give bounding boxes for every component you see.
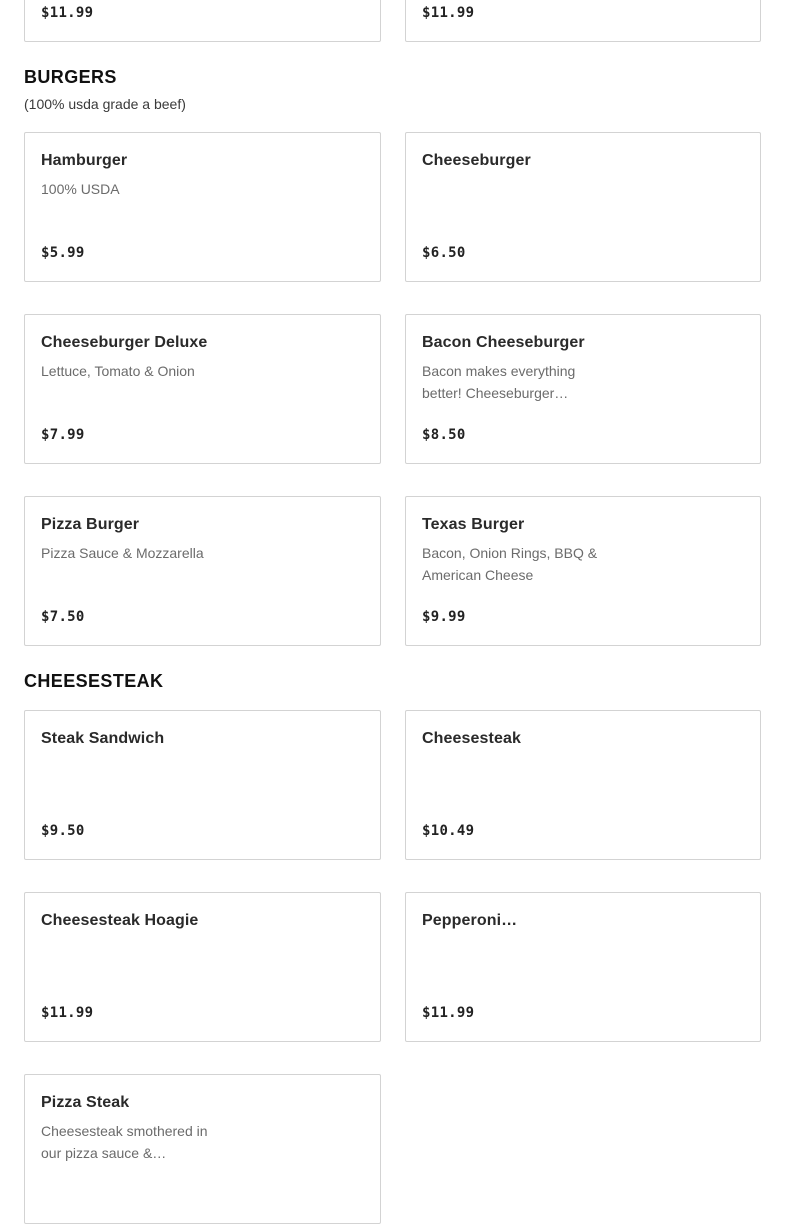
item-name: Bacon Cheeseburger [422,334,585,351]
item-name: Pepperoni… [422,912,518,929]
item-price: $9.50 [41,823,85,839]
item-name: Pizza Burger [41,516,140,533]
item-price: $5.99 [41,245,85,261]
menu-item-card[interactable] [24,1074,381,1224]
item-price: $9.99 [422,609,466,625]
item-description: Cheesesteak smothered in our pizza sauce &… [41,1123,208,1161]
item-price: $7.50 [41,609,85,625]
item-price: $10.49 [422,823,475,839]
menu-item-card[interactable] [24,496,381,646]
menu-item-card[interactable] [24,314,381,464]
item-name: Steak Sandwich [41,730,165,747]
menu-item-card[interactable] [405,710,761,860]
item-description: Bacon, Onion Rings, BBQ & American Cheese [422,545,598,583]
item-price: $6.50 [422,245,466,261]
item-description: Pizza Sauce & Mozzarella [41,545,204,561]
menu-item-card[interactable] [405,892,761,1042]
menu-item-card[interactable] [24,132,381,282]
item-price: $11.99 [422,1005,475,1021]
section-title-burgers: BURGERS [24,67,117,87]
menu-item-card[interactable] [24,892,381,1042]
item-description: 100% USDA [41,181,120,197]
section-subtitle-burgers: (100% usda grade a beef) [24,96,186,112]
menu-item-card[interactable] [24,710,381,860]
menu-item-card[interactable] [24,0,381,42]
menu-item-card[interactable] [405,314,761,464]
item-description: Lettuce, Tomato & Onion [41,363,195,379]
item-price: $8.50 [422,427,466,443]
item-price: $7.99 [41,427,85,443]
menu-item-card[interactable] [405,496,761,646]
item-name: Cheesesteak [422,730,521,747]
item-name: Hamburger [41,152,128,169]
section-title-cheesesteak: CHEESESTEAK [24,671,164,691]
item-price: $11.99 [41,5,94,21]
menu-item-card[interactable] [405,0,761,42]
item-name: Cheeseburger Deluxe [41,334,208,351]
item-name: Pizza Steak [41,1094,130,1111]
item-name: Cheesesteak Hoagie [41,912,199,929]
item-description: Bacon makes everything better! Cheeseburger… [422,363,576,401]
menu-item-card[interactable] [405,132,761,282]
item-price: $11.99 [41,1005,94,1021]
item-name: Texas Burger [422,516,525,533]
item-name: Cheeseburger [422,152,531,169]
item-price: $11.99 [422,5,475,21]
